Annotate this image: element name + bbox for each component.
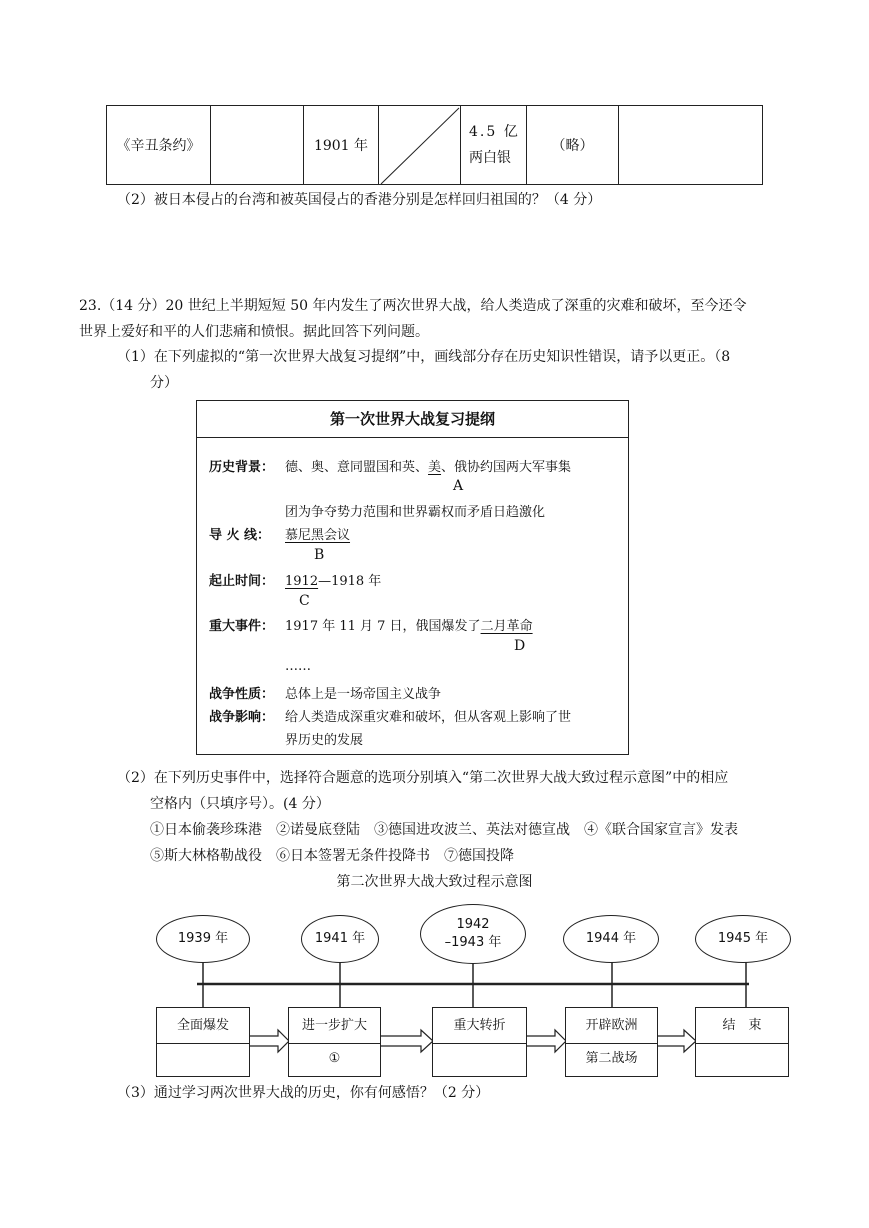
mark-d: D — [514, 638, 526, 654]
indemnity-cell: 4.5 亿 两白银 — [461, 106, 527, 185]
question-23-intro: 23.（14 分）20 世纪上半期短短 50 年内发生了两次世界大战，给人类造成了深重的灾难和破坏，至今还令 — [79, 298, 747, 314]
treaty-name-cell: 《辛丑条约》 — [107, 106, 211, 185]
mark-c: C — [299, 593, 310, 609]
background-text: 德、奥、意同盟国和英、美、俄协约国两大军事集 — [285, 460, 572, 475]
options-line-1: ①日本偷袭珍珠港 ②诺曼底登陆 ③德国进攻波兰、英法对德宣战 ④《联合国家宣言》发表 — [150, 822, 738, 838]
nature-text: 总体上是一场帝国主义战争 — [285, 687, 442, 702]
stage-end: 结 束 — [695, 1007, 789, 1077]
question-23-1: （1）在下列虚拟的“第一次世界大战复习提纲”中，画线部分存在历史知识性错误，请予以更正。（8 — [117, 349, 731, 365]
year-1941-oval: 1941 年 — [301, 915, 379, 963]
diagram-title: 第二次世界大战大致过程示意图 — [336, 874, 533, 890]
stage-turning-point: 重大转折 — [432, 1007, 527, 1077]
options-line-2: ⑤斯大林格勒战役 ⑥日本签署无条件投降书 ⑦德国投降 — [150, 848, 514, 864]
year-1945-oval: 1945 年 — [695, 915, 791, 963]
nature-label: 战争性质： — [209, 687, 275, 702]
ellipsis: …… — [285, 659, 311, 674]
event-label: 重大事件： — [209, 619, 275, 634]
fuse-label: 导 火 线： — [209, 528, 271, 543]
year-1944-oval: 1944 年 — [563, 915, 659, 963]
year-1942-1943-oval: 1942 –1943 年 — [420, 904, 526, 964]
question-23-2-cont: 空格内（只填序号）。(4 分） — [150, 796, 330, 812]
stage-expansion: 进一步扩大 ① — [288, 1007, 381, 1077]
question-23-2: （2）在下列历史事件中，选择符合题意的选项分别填入“第二次世界大战大致过程示意图”中的相应 — [117, 770, 729, 786]
underlined-error-a: 美 — [428, 460, 442, 475]
time-label: 起止时间： — [209, 574, 275, 589]
question-22-2: （2）被日本侵占的台湾和被英国侵占的香港分别是怎样回归祖国的？（4 分） — [117, 192, 602, 208]
question-23-3: （3）通过学习两次世界大战的历史，你有何感悟？（2 分） — [117, 1085, 490, 1101]
stage-second-front: 开辟欧洲 第二战场 — [565, 1007, 658, 1077]
answer-blank: ① — [328, 1051, 341, 1066]
stage-outbreak: 全面爆发 — [156, 1007, 250, 1077]
question-23-intro-cont: 世界上爱好和平的人们悲痛和愤恨。据此回答下列问题。 — [79, 324, 429, 340]
effect-cell: （略） — [527, 106, 619, 185]
impact-label: 战争影响： — [209, 710, 275, 725]
event-text: 1917 年 11 月 7 日，俄国爆发了二月革命 — [285, 619, 533, 634]
mark-a: A — [453, 478, 464, 494]
time-text: 1912—1918 年 — [285, 574, 382, 589]
outline-title: 第一次世界大战复习提纲 — [197, 401, 628, 438]
underlined-error-d: 二月革命 — [480, 619, 533, 634]
underlined-error-c: 1912 — [285, 574, 319, 589]
background-text-cont: 团为争夺势力范围和世界霸权而矛盾日趋激化 — [285, 505, 546, 520]
impact-text: 给人类造成深重灾难和破坏，但从客观上影响了世 — [285, 710, 572, 725]
impact-text-cont: 界历史的发展 — [285, 733, 364, 748]
mark-b: B — [314, 547, 325, 563]
background-label: 历史背景： — [209, 460, 275, 475]
year-1939-oval: 1939 年 — [156, 915, 250, 963]
question-23-1-cont: 分） — [150, 375, 178, 391]
year-cell: 1901 年 — [304, 106, 379, 185]
second-front-text: 第二战场 — [585, 1051, 638, 1066]
underlined-error-b: 慕尼黑会议 — [285, 528, 351, 543]
